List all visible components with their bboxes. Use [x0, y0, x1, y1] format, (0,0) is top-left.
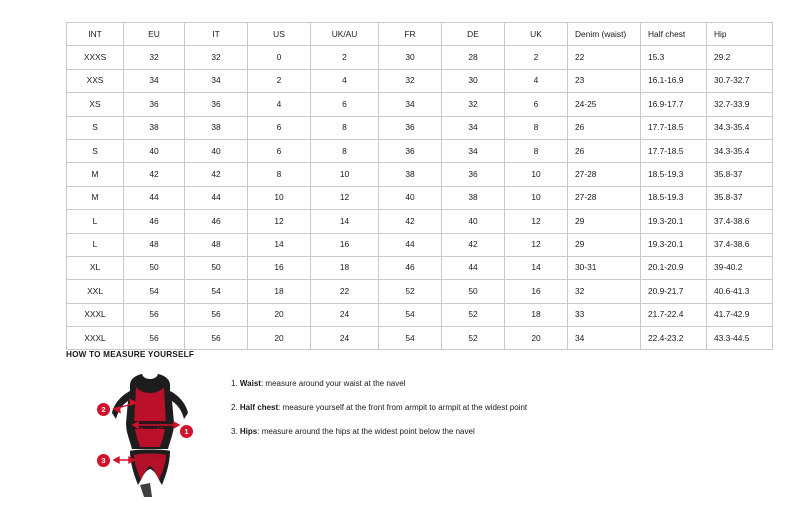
cell-it: 32	[185, 46, 248, 69]
table-row	[67, 327, 773, 350]
cell-it: 54	[185, 280, 248, 303]
cell-de: 52	[442, 303, 505, 326]
table-body	[67, 46, 773, 350]
cell-ukau: 16	[311, 233, 379, 256]
cell-us: 16	[248, 256, 311, 279]
cell-int: XS	[67, 93, 124, 116]
table-row	[67, 163, 773, 186]
cell-hip: 35.8-37	[707, 163, 773, 186]
cell-it: 38	[185, 116, 248, 139]
cell-fr: 38	[379, 163, 442, 186]
cell-ukau: 8	[311, 139, 379, 162]
cell-hip: 34.3-35.4	[707, 116, 773, 139]
column-header-hip: Hip	[707, 23, 773, 46]
cell-int: M	[67, 163, 124, 186]
cell-uk: 10	[505, 163, 568, 186]
measure-term-half-chest: Half chest	[239, 402, 279, 412]
how-to-measure-section	[66, 350, 746, 499]
cell-hip: 39-40.2	[707, 256, 773, 279]
cell-fr: 36	[379, 116, 442, 139]
table-row	[67, 280, 773, 303]
cell-int: S	[67, 116, 124, 139]
column-header-de: DE	[442, 23, 505, 46]
cell-de: 32	[442, 93, 505, 116]
cell-us: 2	[248, 69, 311, 92]
measure-index-2: 2.	[231, 402, 240, 412]
cell-us: 6	[248, 139, 311, 162]
cell-us: 18	[248, 280, 311, 303]
cell-de: 28	[442, 46, 505, 69]
cell-int: XXXL	[67, 327, 124, 350]
cell-denim: 26	[568, 116, 641, 139]
table-row	[67, 186, 773, 209]
cell-ukau: 8	[311, 116, 379, 139]
cell-uk: 10	[505, 186, 568, 209]
measure-instructions-list	[231, 369, 527, 450]
cell-ukau: 14	[311, 210, 379, 233]
cell-fr: 30	[379, 46, 442, 69]
table-row	[67, 93, 773, 116]
cell-us: 4	[248, 93, 311, 116]
cell-eu: 50	[124, 256, 185, 279]
measure-text-hips: : measure around the hips at the widest point below the navel	[257, 426, 475, 436]
cell-de: 34	[442, 139, 505, 162]
cell-eu: 38	[124, 116, 185, 139]
cell-de: 34	[442, 116, 505, 139]
cell-it: 46	[185, 210, 248, 233]
cell-us: 10	[248, 186, 311, 209]
cell-eu: 54	[124, 280, 185, 303]
cell-us: 6	[248, 116, 311, 139]
measure-instruction-hips	[231, 427, 527, 438]
table-row	[67, 139, 773, 162]
cell-it: 56	[185, 327, 248, 350]
cell-ukau: 10	[311, 163, 379, 186]
cell-hip: 30.7-32.7	[707, 69, 773, 92]
cell-it: 36	[185, 93, 248, 116]
cell-ukau: 4	[311, 69, 379, 92]
cell-ukau: 24	[311, 303, 379, 326]
cell-half-chest: 16.1-16.9	[641, 69, 707, 92]
cell-denim: 29	[568, 233, 641, 256]
cell-half-chest: 18.5-19.3	[641, 163, 707, 186]
cell-eu: 56	[124, 327, 185, 350]
cell-fr: 54	[379, 327, 442, 350]
cell-half-chest: 22.4-23.2	[641, 327, 707, 350]
cell-int: L	[67, 233, 124, 256]
cell-fr: 36	[379, 139, 442, 162]
cell-fr: 46	[379, 256, 442, 279]
cell-de: 30	[442, 69, 505, 92]
size-conversion-table	[66, 22, 773, 350]
cell-int: XXS	[67, 69, 124, 92]
cell-de: 52	[442, 327, 505, 350]
cell-ukau: 6	[311, 93, 379, 116]
table-row	[67, 69, 773, 92]
measure-text-waist: : measure around your waist at the navel	[260, 379, 406, 388]
cell-denim: 27-28	[568, 186, 641, 209]
mannequin-figure	[100, 369, 215, 499]
column-header-us: US	[248, 23, 311, 46]
how-to-measure-title: HOW TO MEASURE YOURSELF	[66, 350, 195, 359]
column-header-denim-waist: Denim (waist)	[568, 23, 641, 46]
cell-de: 38	[442, 186, 505, 209]
measure-index-3: 3.	[231, 426, 240, 436]
cell-ukau: 12	[311, 186, 379, 209]
cell-uk: 12	[505, 210, 568, 233]
cell-de: 36	[442, 163, 505, 186]
cell-ukau: 18	[311, 256, 379, 279]
cell-us: 20	[248, 303, 311, 326]
table-row	[67, 210, 773, 233]
cell-denim: 34	[568, 327, 641, 350]
size-chart-container	[66, 22, 750, 350]
cell-it: 56	[185, 303, 248, 326]
cell-uk: 18	[505, 303, 568, 326]
callout-badge-3: 3	[97, 454, 110, 467]
cell-half-chest: 20.9-21.7	[641, 280, 707, 303]
cell-ukau: 24	[311, 327, 379, 350]
cell-us: 20	[248, 327, 311, 350]
cell-uk: 2	[505, 46, 568, 69]
cell-us: 12	[248, 210, 311, 233]
cell-hip: 43.3-44.5	[707, 327, 773, 350]
cell-fr: 44	[379, 233, 442, 256]
measure-term-hips: Hips	[239, 426, 258, 436]
cell-uk: 12	[505, 233, 568, 256]
callout-badge-2: 2	[97, 403, 110, 416]
cell-denim: 30-31	[568, 256, 641, 279]
cell-uk: 14	[505, 256, 568, 279]
callout-badge-1: 1	[180, 425, 193, 438]
measure-instruction-half-chest	[231, 403, 527, 414]
cell-int: S	[67, 139, 124, 162]
measure-instruction-waist	[231, 379, 527, 390]
column-header-half-chest: Half chest	[641, 23, 707, 46]
cell-eu: 32	[124, 46, 185, 69]
column-header-it: IT	[185, 23, 248, 46]
cell-it: 34	[185, 69, 248, 92]
cell-int: XXL	[67, 280, 124, 303]
cell-fr: 32	[379, 69, 442, 92]
cell-it: 40	[185, 139, 248, 162]
cell-uk: 8	[505, 139, 568, 162]
cell-it: 44	[185, 186, 248, 209]
cell-uk: 16	[505, 280, 568, 303]
cell-fr: 54	[379, 303, 442, 326]
cell-fr: 40	[379, 186, 442, 209]
cell-denim: 29	[568, 210, 641, 233]
cell-hip: 37.4-38.6	[707, 210, 773, 233]
cell-ukau: 2	[311, 46, 379, 69]
cell-hip: 35.8-37	[707, 186, 773, 209]
cell-ukau: 22	[311, 280, 379, 303]
column-header-ukau: UK/AU	[311, 23, 379, 46]
cell-hip: 37.4-38.6	[707, 233, 773, 256]
cell-denim: 33	[568, 303, 641, 326]
cell-denim: 24-25	[568, 93, 641, 116]
how-to-measure-body	[66, 369, 746, 499]
cell-half-chest: 16.9-17.7	[641, 93, 707, 116]
table-row	[67, 256, 773, 279]
cell-uk: 20	[505, 327, 568, 350]
cell-half-chest: 18.5-19.3	[641, 186, 707, 209]
column-header-fr: FR	[379, 23, 442, 46]
cell-hip: 41.7-42.9	[707, 303, 773, 326]
mannequin-illustration	[100, 369, 215, 499]
cell-uk: 4	[505, 69, 568, 92]
cell-half-chest: 20.1-20.9	[641, 256, 707, 279]
column-header-int: INT	[67, 23, 124, 46]
cell-denim: 26	[568, 139, 641, 162]
cell-eu: 42	[124, 163, 185, 186]
cell-denim: 32	[568, 280, 641, 303]
cell-eu: 36	[124, 93, 185, 116]
measure-term-waist: Waist	[239, 379, 261, 388]
cell-int: XL	[67, 256, 124, 279]
cell-de: 42	[442, 233, 505, 256]
cell-uk: 8	[505, 116, 568, 139]
cell-int: L	[67, 210, 124, 233]
measure-index-1: 1.	[231, 379, 240, 388]
column-header-eu: EU	[124, 23, 185, 46]
cell-denim: 22	[568, 46, 641, 69]
table-header	[67, 23, 773, 46]
cell-fr: 42	[379, 210, 442, 233]
table-row	[67, 46, 773, 69]
cell-it: 42	[185, 163, 248, 186]
cell-it: 50	[185, 256, 248, 279]
table-row	[67, 233, 773, 256]
cell-de: 40	[442, 210, 505, 233]
cell-us: 0	[248, 46, 311, 69]
cell-hip: 34.3-35.4	[707, 139, 773, 162]
cell-fr: 52	[379, 280, 442, 303]
cell-eu: 40	[124, 139, 185, 162]
cell-int: XXXS	[67, 46, 124, 69]
cell-us: 14	[248, 233, 311, 256]
cell-de: 44	[442, 256, 505, 279]
cell-half-chest: 17.7-18.5	[641, 116, 707, 139]
cell-denim: 23	[568, 69, 641, 92]
cell-half-chest: 17.7-18.5	[641, 139, 707, 162]
measure-text-half-chest: : measure yourself at the front from armpit to armpit at the widest point	[278, 402, 528, 412]
cell-hip: 32.7-33.9	[707, 93, 773, 116]
cell-hip: 40.6-41.3	[707, 280, 773, 303]
cell-half-chest: 19.3-20.1	[641, 233, 707, 256]
cell-uk: 6	[505, 93, 568, 116]
cell-eu: 46	[124, 210, 185, 233]
cell-fr: 34	[379, 93, 442, 116]
cell-eu: 34	[124, 69, 185, 92]
cell-int: XXXL	[67, 303, 124, 326]
cell-half-chest: 19.3-20.1	[641, 210, 707, 233]
column-header-uk: UK	[505, 23, 568, 46]
table-row	[67, 116, 773, 139]
cell-it: 48	[185, 233, 248, 256]
table-header-row	[67, 23, 773, 46]
cell-denim: 27-28	[568, 163, 641, 186]
cell-half-chest: 15.3	[641, 46, 707, 69]
cell-hip: 29.2	[707, 46, 773, 69]
cell-half-chest: 21.7-22.4	[641, 303, 707, 326]
cell-eu: 44	[124, 186, 185, 209]
cell-us: 8	[248, 163, 311, 186]
cell-eu: 48	[124, 233, 185, 256]
cell-de: 50	[442, 280, 505, 303]
cell-int: M	[67, 186, 124, 209]
cell-eu: 56	[124, 303, 185, 326]
table-row	[67, 303, 773, 326]
